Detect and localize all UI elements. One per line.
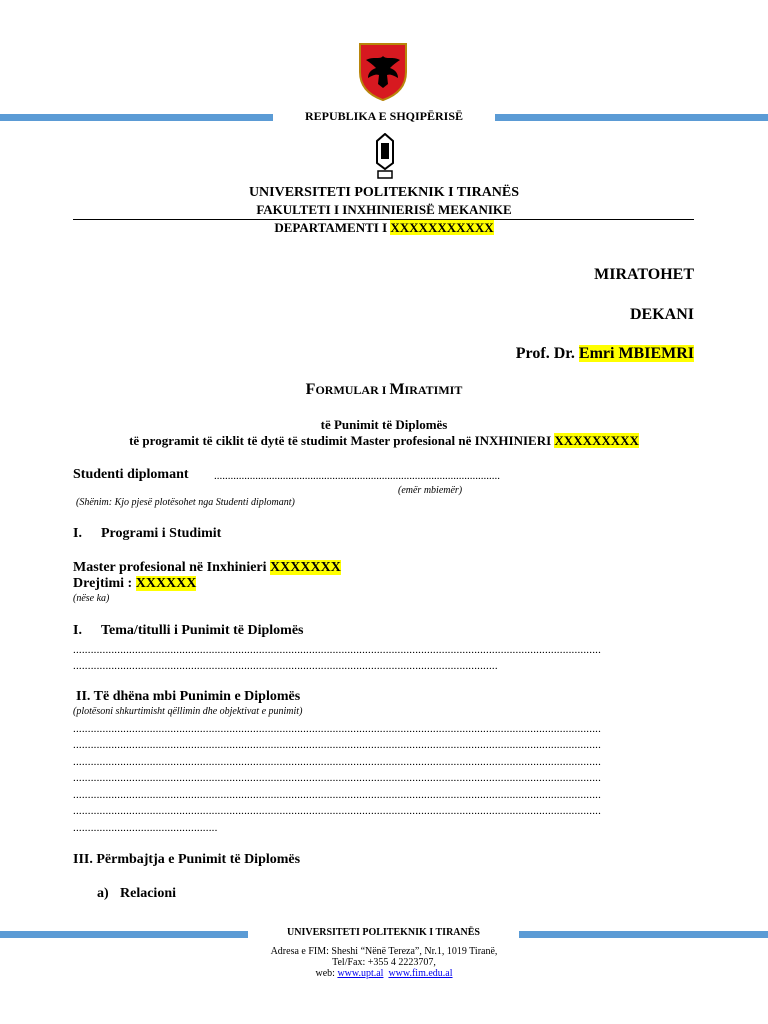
department-prefix: DEPARTAMENTI I [274,220,391,235]
university-emblem-icon [373,133,397,179]
program-text: Master profesional në Inxhinieri [73,560,271,575]
section2-line-5[interactable]: ................................................................................................................................................................................... [73,789,602,801]
student-name-field[interactable]: ........................................................................................................ [214,470,500,482]
section2-line-7[interactable]: ................................................. [73,822,218,834]
section2-title: II. Të dhëna mbi Punimin e Diplomës [76,689,301,704]
footer-university: UNIVERSITETI POLITEKNIK I TIRANËS [287,927,480,938]
section2-line-1[interactable]: ................................................................................................................................................................................... [73,723,602,735]
direction-placeholder: XXXXXX [135,576,197,591]
item-a-text: Relacioni [120,886,176,901]
subtitle-line2-text: të programit të ciklit të dytë të studimit Master profesional në INXHINIERI [129,433,555,448]
item-a-label: a) [97,886,109,901]
footer-web-label: web: [315,968,338,979]
program-line [73,560,341,576]
form-title [0,381,768,399]
form-title-part1: ORMULAR I [315,383,390,397]
university-name: UNIVERSITETI POLITEKNIK I TIRANËS [248,185,520,200]
topic-line-2[interactable]: ................................................................................................................................................ [73,660,498,672]
section1-number: I. [73,526,82,541]
topic-number: I. [73,623,82,638]
subtitle-placeholder: XXXXXXXXX [554,433,639,448]
direction-note: (nëse ka) [73,593,110,604]
footer-bar-left [0,931,248,938]
form-title-m: M [389,381,405,398]
section3-title: III. Përmbajtja e Punimit të Diplomës [73,852,301,867]
student-name-hint: (emër mbiemër) [398,485,463,496]
footer-bar-right [519,931,768,938]
header-bar-right [495,114,768,121]
faculty-name: FAKULTETI I INXHINIERISË MEKANIKE [256,202,512,217]
form-title-f: F [305,381,316,398]
section2-note: (plotësoni shkurtimisht qëllimin dhe objektivat e punimit) [73,706,303,717]
dean-title: Prof. Dr. [515,345,579,362]
program-placeholder: XXXXXXX [270,560,341,575]
direction-line [73,576,196,592]
department-placeholder: XXXXXXXXXXX [390,220,494,235]
student-note: (Shënim: Kjo pjesë plotësohet nga Studenti diplomant) [76,497,295,508]
student-label: Studenti diplomant [73,467,189,482]
upt-link[interactable]: www.upt.al [337,968,384,979]
footer-web [0,968,768,979]
section2-line-2[interactable]: ................................................................................................................................................................................... [73,739,602,751]
section2-line-4[interactable]: ................................................................................................................................................................................... [73,772,602,784]
fim-link[interactable]: www.fim.edu.al [388,968,453,979]
dean-label: DEKANI [629,306,694,323]
republic-label: REPUBLIKA E SHQIPËRISË [304,109,464,123]
topic-title: Tema/titulli i Punimit të Diplomës [101,623,304,638]
section1-title: Programi i Studimit [101,526,222,541]
approved-label: MIRATOHET [594,266,694,283]
section2-line-6[interactable]: ................................................................................................................................................................................... [73,805,602,817]
topic-line-1[interactable]: ................................................................................................................................................................................... [73,644,602,656]
department-line [0,220,768,236]
form-title-part2: IRATIMIT [404,383,463,397]
dean-name-line [516,345,694,363]
section2-line-3[interactable]: ................................................................................................................................................................................... [73,756,602,768]
footer-tel: Tel/Fax: +355 4 2223707, [332,957,436,968]
header-bar-left [0,114,273,121]
direction-text: Drejtimi : [73,576,136,591]
dean-name-placeholder: Emri MBIEMRI [578,345,694,362]
subtitle-line2 [0,433,768,449]
footer-address: Adresa e FIM: Sheshi “Nënë Tereza”, Nr.1, 1019 Tiranë, [270,946,498,957]
subtitle-line1: të Punimit të Diplomës [320,417,448,432]
albania-coat-of-arms [358,42,408,102]
